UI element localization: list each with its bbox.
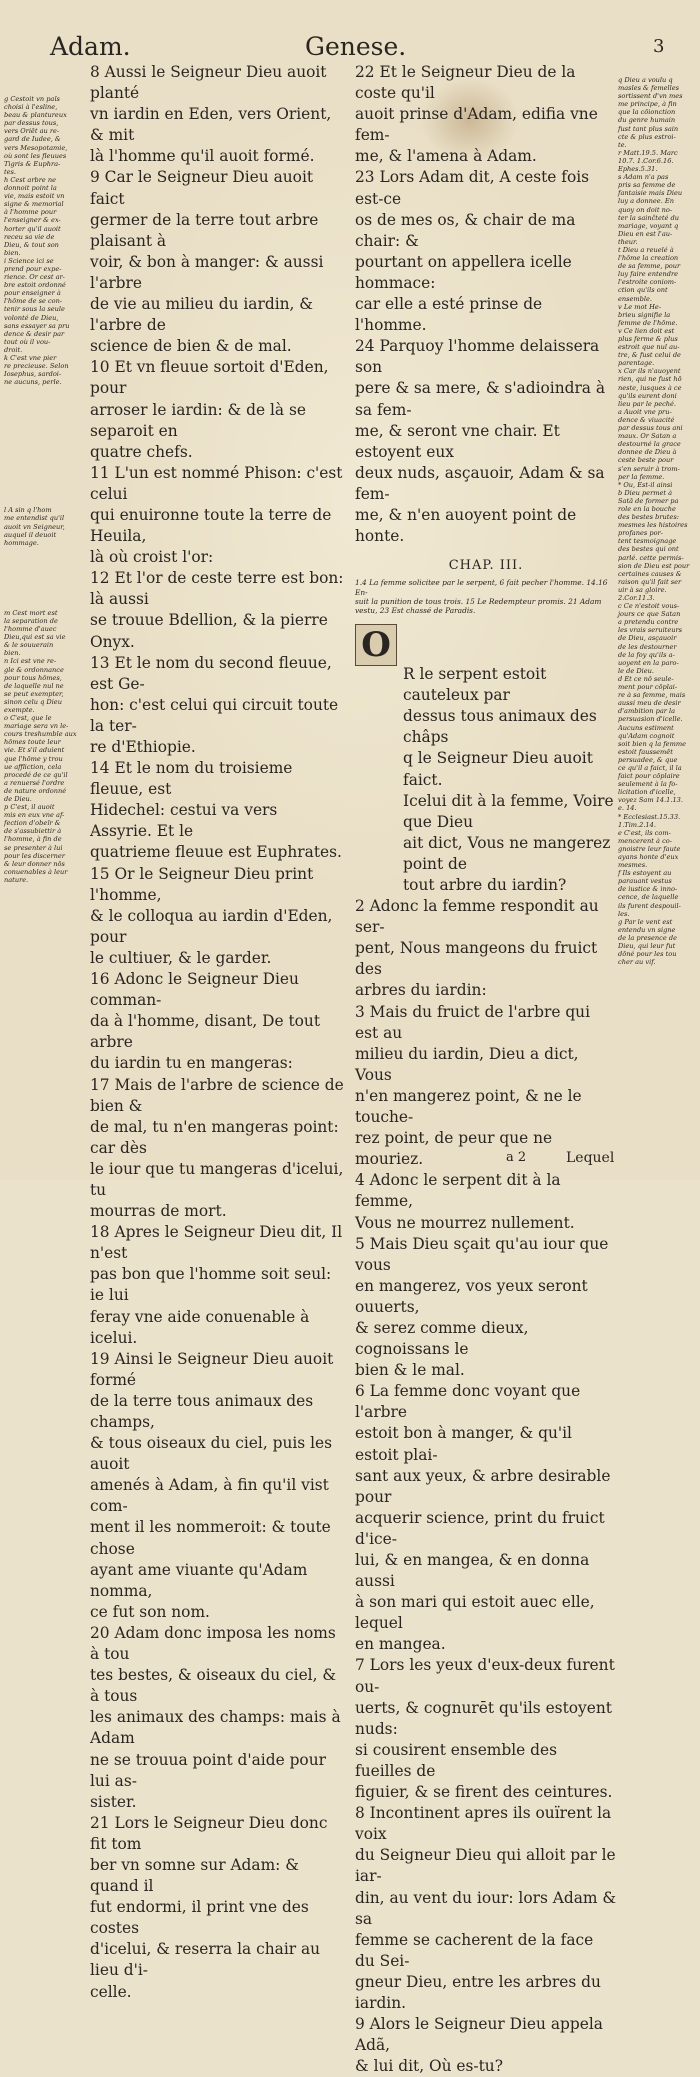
verse: 6 La femme donc voyant que l'arbre estoit bon à manger, & qu'il estoit plai- sant aux yeux, & arbre desirable pour acquerir science, print du fruict d'ice- lui, & en mangea, & en donna aussi à son mari qui estoit auec elle, lequel en mangea.	[355, 1382, 611, 1654]
verse: 18 Apres le Seigneur Dieu dit, Il n'est pas bon que l'homme soit seul: ie lui feray vne aide conuenable à icelui.	[90, 1223, 343, 1347]
header-left: Adam.	[50, 32, 131, 61]
left-margin-notes	[4, 95, 86, 1155]
verse: 20 Adam donc imposa les noms à tou tes bestes, & oiseaux du ciel, & à tous les animaux des champs: mais à Adam ne se trouua point d'aide pour lui as- sister.	[90, 1623, 341, 1811]
margin-note: l A sin q l'hom me entendist qu'il auoit vn Seigneur, auquel il deuoit hommage.	[4, 506, 65, 547]
chapter-first-verse	[355, 622, 617, 896]
page-number: 3	[653, 36, 665, 57]
margin-note: v Ce lien doit est plus ferme & plus estroit que nul au- tre, & fust celui de parentage.	[618, 326, 681, 368]
verse: 15 Or le Seigneur Dieu print l'homme, & le colloqua au iardin d'Eden, pour le cultiuer, & le garder.	[90, 864, 333, 967]
margin-note: 2.Cor.11.3.	[618, 594, 655, 602]
signature-mark: a 2	[506, 1150, 527, 1165]
margin-note: f Ils estoyent au parauant vestus de iustice & inno- cence, de laquelle ils furent despouil- les.	[618, 869, 681, 918]
margin-note: t Dieu a reuelé à l'hōme la creation de sa femme, pour luy faire entendre l'estroite coniom- ction qu'ils ont ensemble.	[618, 245, 681, 303]
right-margin-notes	[618, 76, 700, 1156]
verse: 4 Adonc le serpent dit à la femme, Vous ne mourrez nullement.	[355, 1171, 575, 1232]
margin-note: v Le mot He- brieu signifie la femme de l'hōme.	[618, 302, 678, 327]
margin-note: c Ce n'estoit vous- jours ce que Satan a pretendu contre les vrais seruiteurs de Dieu, asçauoir de les destourner de la foy qu'ils a- uoyent en la paro- le de Dieu.	[618, 602, 683, 675]
verse: 9 Alors le Seigneur Dieu appela Adã, & lui dit, Où es-tu?	[355, 2015, 603, 2076]
verse: 11 L'un est nommé Phison: c'est celui qui enuironne toute la terre de Heuila, là où croist l'or:	[90, 463, 343, 567]
verse: 13 Et le nom du second fleuue, est Ge- hon: c'est celui qui circuit toute la ter- re d'Ethiopie.	[90, 653, 339, 756]
verse-text: R le serpent estoit cauteleux par dessus tous animaux des châps q le Seigneur Dieu auoit faict. Icelui dit à la femme, Voire que Dieu ait dict, Vous ne mangerez point de tout arbre du iardin?	[403, 665, 614, 894]
ornamental-initial: O	[355, 624, 397, 666]
chapter-summary: 1.4 La femme solicitee par le serpent, 6 fait pecher l'homme. 14.16 En- suit la punition de tous trois. 15 Le Redempteur promis. 21 Adam vestu, 23 Est chassé de Paradis.	[355, 578, 608, 616]
chapter-heading: CHAP. III.	[448, 558, 524, 574]
verse: 8 Aussi le Seigneur Dieu auoit planté vn iardin en Eden, vers Orient, & mit là l'homme qu'il auoit formé.	[90, 63, 332, 166]
verse: 22 Et le Seigneur Dieu de la coste qu'il auoit prinse d'Adam, edifia vne fem- me, & l'amena à Adam.	[355, 63, 598, 166]
verse: 5 Mais Dieu sçait qu'au iour que vous en mangerez, vos yeux seront ouuerts, & serez comme dieux, cognoissans le bien & le mal.	[355, 1234, 609, 1380]
verse: 23 Lors Adam dit, A ceste fois est-ce os de mes os, & chair de ma chair: & pourtant on appellera icelle hommace: car elle a esté prinse de l'homme.	[355, 168, 590, 335]
margin-note: b Dieu permet à Satā de former pa role en la bouche des bestes brutes: mesmes les histoires profanes por- tent tesmoignage des bestes qui ont parlé. cette permis- sion de Dieu est pour certaines causes & raison qu'il fait ser uir à sa gloire.	[618, 488, 690, 594]
verse: 8 Incontinent apres ils ouïrent la voix du Seigneur Dieu qui alloit par le iar- din, au vent du iour: lors Adam & sa femme se cacherent de la face du Sei- gneur Dieu, entre les arbres du iardin.	[355, 1804, 617, 2012]
verse: 9 Car le Seigneur Dieu auoit faict germer de la terre tout arbre plaisant à voir, & bon à manger: & aussi l'arbre de vie au milieu du iardin, & l'arbre de science de bien & de mal.	[90, 168, 324, 356]
verse: 12 Et l'or de ceste terre est bon: là aussi se trouue Bdellion, & la pierre Onyx.	[90, 569, 344, 651]
verse: 21 Lors le Seigneur Dieu donc fit tom ber vn somne sur Adam: & quand il fut endormi, il print vne des costes d'icelui, & reserra la chair au lieu d'i- celle.	[90, 1813, 328, 2001]
margin-note: s Adam n'a pas pris sa femme de fantaisie mais Dieu luy a donnee. En quoy on doit no- ter la sainčteté du mariage, voyant q Dieu en est l'au- theur.	[618, 173, 683, 246]
margin-note: g Cestoit vn païs choisi à l'esline, beau & plantureux par dessus tous, vers Oriēt au re- gard de Iudee, & vers Mesopotamie, où sont les fleuues Tigris & Euphra- tes. h Cest arbre ne donnoit point la vie, mais estoit vn signe & memorial à l'homme pour l'enseigner & ex- horter qu'il auoit receu sa vie de Dieu, & tout son bien. i Science ici se prend pour expe- rience. Or cest ar- bre estoit ordonné pour enseigner à l'hōme de se con- tenir sous la seule volonté de Dieu, sans essayer sa pru dence & desir par tout où il vou- droit. k C'est vne pier re precieuse. Selon Iosephus, sardoi- ne aucuns, perle.	[4, 95, 70, 387]
text-column-left	[90, 62, 344, 2001]
margin-note: g Par le vent est entendu vn signe de la presence de Dieu, qui leur fut dōné pour les tou cher au vif.	[618, 917, 677, 967]
verse: 14 Et le nom du troisieme fleuue, est Hidechel: cestui va vers Assyrie. Et le quatrieme fleuue est Euphrates.	[90, 759, 342, 862]
verse: 3 Mais du fruict de l'arbre qui est au milieu du iardin, Dieu a dict, Vous n'en mangerez point, & ne le touche- rez point, de peur que ne mouriez.	[355, 1002, 591, 1169]
verse: 16 Adonc le Seigneur Dieu comman- da à l'homme, disant, De tout arbre du iardin tu en mangeras:	[90, 970, 321, 1073]
margin-note: x Car ils n'auoyent rien, qui ne fust hō neste, iusques à ce qu'ils eurent doni lieu par le peché.	[618, 367, 682, 408]
margin-note: d Et ce nō seule- ment pour cōplai- re à sa femme, mais aussi meu de desir d'ambition par la persuasion d'icelle. Aucuns estiment qu'Adam cognoit soit bien q la femme estoit faussemēt persuadee, & que ce qu'il a faict, il la faict pour cōplaire seulement à la fo- licitation d'icelle, voyez Sam 14.1.13. e. 14.	[618, 674, 686, 813]
verse: 7 Lors les yeux d'eux-deux furent ou- uerts, & cognurēt qu'ils estoyent nuds: si cousirent ensemble des fueilles de figuier, & se firent des ceintures.	[355, 1656, 615, 1802]
margin-note: * Ou, Est-il ainsi	[618, 480, 673, 489]
margin-note: r Matt.19.5. Marc 10.7. 1.Cor.6.16. Ephes.5.31.	[618, 148, 678, 174]
verse: 10 Et vn fleuue sortoit d'Eden, pour arroser le iardin: & de là se separoit en quatre chefs.	[90, 358, 329, 461]
margin-note: * Ecclesiast.15.33. 1.Tim.2.14.	[618, 812, 681, 829]
catchword: Lequel	[566, 1150, 615, 1166]
verse: 24 Parquoy l'homme delaissera son pere & sa mere, & s'adioindra à sa fem- me, & seront vne chair. Et estoyent eux deux nuds, asçauoir, Adam & sa fem- me, & n'en auoyent point de honte.	[355, 337, 606, 546]
margin-note: e C'est, ils com- mencerent à co- gnoistre leur faute ayans honte d'eux mesmes.	[618, 828, 681, 870]
verse: 19 Ainsi le Seigneur Dieu auoit formé de la terre tous animaux des champs, & tous oiseaux du ciel, puis les auoit amenés à Adam, à fin qu'il vist com- ment il les nommeroit: & toute chose ayant ame viuante qu'Adam nomma, ce fut son nom.	[90, 1349, 334, 1621]
margin-note: m Cest mort est la separation de l'homme d'auec Dieu,qui est sa vie & le souuerain bien. n Ici est vne re- gle & ordonnance pour tous hōmes, de laquelle nul ne se peut exempter, sinon celu q Dieu exempte. o C'est, que le mariage sera vn le- cours treshumble aux hōmes toute leur vie. Et s'il aduient que l'hōme y trou ue affliction, cela procedé de ce qu'il a renuersé l'ordre de nature ordonné de Dieu. p C'est, il auoit mis en eux vne af- fection d'obeïr & de s'assubiettir à l'homme, à fin de se presenter à lui pour les discerner & leur donner nōs conuenables à leur nature.	[4, 608, 77, 884]
margin-note: a Auoit vne pru- dence & viuacité par dessus tous ani maux. Or Satan a destourné la grace donnee de Dieu à ceste beste pour s'en seruir à trom- per la femme.	[618, 407, 683, 481]
verse: 2 Adonc la femme respondit au ser- pent, Nous mangeons du fruict des arbres du iardin:	[355, 897, 599, 1000]
margin-note: q Dieu a voulu q masles & femelles sortissent d'vn mes me principe, à fin que la cōionction du genre humain fust tant plus sain cte & plus estroi- te.	[618, 76, 683, 149]
verse: 17 Mais de l'arbre de science de bien & de mal, tu n'en mangeras point: car dès le iour que tu mangeras d'icelui, tu mourras de mort.	[90, 1075, 344, 1221]
header-title: Genese.	[305, 32, 407, 61]
